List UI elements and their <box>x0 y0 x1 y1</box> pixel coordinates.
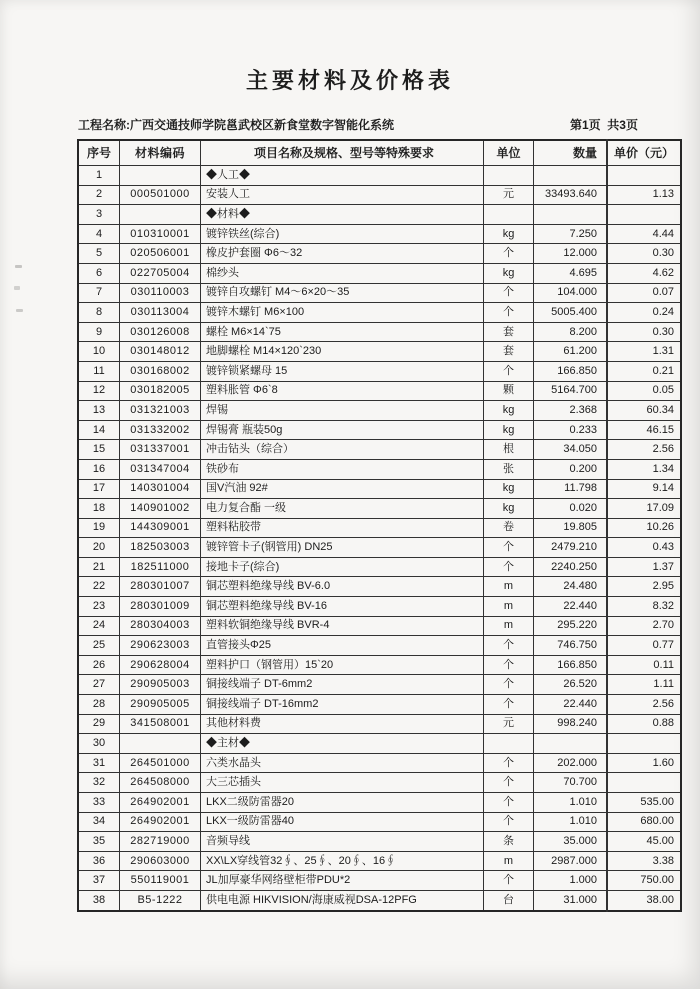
unit-price: 0.30 <box>607 244 681 264</box>
table-row <box>78 773 681 793</box>
unit: 个 <box>484 773 534 793</box>
unit: 个 <box>484 695 534 715</box>
quantity: 166.850 <box>534 655 608 675</box>
material-code: 280304003 <box>120 616 201 636</box>
unit: m <box>484 597 534 617</box>
quantity: 295.220 <box>534 616 608 636</box>
row-number: 5 <box>78 244 120 264</box>
material-code: 030113004 <box>120 303 201 323</box>
unit-price <box>607 734 681 754</box>
table-row <box>78 361 681 381</box>
row-number: 4 <box>78 224 120 244</box>
quantity: 19.805 <box>534 518 608 538</box>
material-code: 280301007 <box>120 577 201 597</box>
item-name: 音频导线 <box>201 832 484 852</box>
unit-price: 1.11 <box>607 675 681 695</box>
unit-price: 46.15 <box>607 420 681 440</box>
material-code: 030110003 <box>120 283 201 303</box>
unit-price: 10.26 <box>607 518 681 538</box>
material-code: 290628004 <box>120 655 201 675</box>
quantity: 5005.400 <box>534 303 608 323</box>
unit-price: 0.21 <box>607 361 681 381</box>
unit: 个 <box>484 538 534 558</box>
quantity: 33493.640 <box>534 185 608 205</box>
unit: 个 <box>484 557 534 577</box>
table-row <box>78 636 681 656</box>
row-number: 36 <box>78 851 120 871</box>
row-number: 6 <box>78 263 120 283</box>
item-name: 镀锌锁紧螺母 15 <box>201 361 484 381</box>
item-name: 直管接头Φ25 <box>201 636 484 656</box>
row-number: 17 <box>78 479 120 499</box>
material-code: 341508001 <box>120 714 201 734</box>
item-name: 塑料软铜绝缘导线 BVR-4 <box>201 616 484 636</box>
row-number: 22 <box>78 577 120 597</box>
unit-price: 1.31 <box>607 342 681 362</box>
unit-price: 1.37 <box>607 557 681 577</box>
quantity: 4.695 <box>534 263 608 283</box>
row-number: 13 <box>78 401 120 421</box>
row-number: 2 <box>78 185 120 205</box>
table-header-row <box>78 140 681 166</box>
column-header-quantity: 数量 <box>534 140 608 166</box>
unit-price: 0.11 <box>607 655 681 675</box>
quantity: 22.440 <box>534 597 608 617</box>
unit <box>484 205 534 225</box>
unit-price: 9.14 <box>607 479 681 499</box>
quantity <box>534 734 608 754</box>
row-number: 1 <box>78 166 120 186</box>
unit: 台 <box>484 890 534 910</box>
table-row <box>78 714 681 734</box>
row-number: 33 <box>78 793 120 813</box>
material-code: 290603000 <box>120 851 201 871</box>
item-name: 镀锌铁丝(综合) <box>201 224 484 244</box>
row-number: 15 <box>78 440 120 460</box>
material-code <box>120 166 201 186</box>
row-number: 19 <box>78 518 120 538</box>
row-number: 27 <box>78 675 120 695</box>
material-code: 140901002 <box>120 499 201 519</box>
table-row <box>78 205 681 225</box>
material-code: 290905005 <box>120 695 201 715</box>
unit <box>484 166 534 186</box>
unit: 卷 <box>484 518 534 538</box>
material-code: 020506001 <box>120 244 201 264</box>
quantity: 202.000 <box>534 753 608 773</box>
row-number: 16 <box>78 459 120 479</box>
item-name: 螺栓 M6×14`75 <box>201 322 484 342</box>
material-code: 182503003 <box>120 538 201 558</box>
quantity: 998.240 <box>534 714 608 734</box>
unit-price <box>607 205 681 225</box>
unit-price: 60.34 <box>607 401 681 421</box>
table-row <box>78 695 681 715</box>
item-name: 大三芯插头 <box>201 773 484 793</box>
quantity: 24.480 <box>534 577 608 597</box>
quantity: 0.020 <box>534 499 608 519</box>
column-header-unit-price: 单价（元） <box>607 140 681 166</box>
material-code: 000501000 <box>120 185 201 205</box>
page-title: 主要材料及价格表 <box>245 68 454 93</box>
unit: 套 <box>484 342 534 362</box>
material-code: 264501000 <box>120 753 201 773</box>
unit: 个 <box>484 361 534 381</box>
unit <box>484 734 534 754</box>
item-name: 橡皮护套圈 Φ6～32 <box>201 244 484 264</box>
item-name: LKX一级防雷器40 <box>201 812 484 832</box>
unit: 个 <box>484 871 534 891</box>
item-name: 六类水晶头 <box>201 753 484 773</box>
unit-price: 2.56 <box>607 440 681 460</box>
item-name: 镀锌管卡子(钢管用) DN25 <box>201 538 484 558</box>
material-code: 022705004 <box>120 263 201 283</box>
material-code: 010310001 <box>120 224 201 244</box>
item-name: 铁砂布 <box>201 459 484 479</box>
scan-artifact <box>14 286 20 290</box>
unit: 个 <box>484 793 534 813</box>
unit-price: 1.34 <box>607 459 681 479</box>
table-row <box>78 851 681 871</box>
quantity: 2479.210 <box>534 538 608 558</box>
quantity: 0.200 <box>534 459 608 479</box>
unit: 个 <box>484 244 534 264</box>
table-row <box>78 577 681 597</box>
table-row <box>78 342 681 362</box>
row-number: 35 <box>78 832 120 852</box>
material-code: 031321003 <box>120 401 201 421</box>
unit-price: 0.05 <box>607 381 681 401</box>
unit: m <box>484 577 534 597</box>
unit: 个 <box>484 753 534 773</box>
quantity <box>534 205 608 225</box>
quantity: 11.798 <box>534 479 608 499</box>
row-number: 25 <box>78 636 120 656</box>
unit: kg <box>484 263 534 283</box>
row-number: 10 <box>78 342 120 362</box>
row-number: 3 <box>78 205 120 225</box>
unit: kg <box>484 401 534 421</box>
table-row <box>78 166 681 186</box>
table-row <box>78 597 681 617</box>
unit: 元 <box>484 185 534 205</box>
unit-price: 45.00 <box>607 832 681 852</box>
quantity: 26.520 <box>534 675 608 695</box>
table-row <box>78 538 681 558</box>
item-name: 安装人工 <box>201 185 484 205</box>
material-code: 031332002 <box>120 420 201 440</box>
table-row <box>78 440 681 460</box>
table-row <box>78 322 681 342</box>
quantity: 2987.000 <box>534 851 608 871</box>
row-number: 37 <box>78 871 120 891</box>
material-code: 264508000 <box>120 773 201 793</box>
item-name: 地脚螺栓 M14×120`230 <box>201 342 484 362</box>
quantity: 8.200 <box>534 322 608 342</box>
quantity: 1.010 <box>534 793 608 813</box>
row-number: 18 <box>78 499 120 519</box>
quantity: 1.010 <box>534 812 608 832</box>
unit-price: 8.32 <box>607 597 681 617</box>
unit: kg <box>484 479 534 499</box>
quantity: 7.250 <box>534 224 608 244</box>
materials-price-table <box>77 139 682 912</box>
unit-price: 750.00 <box>607 871 681 891</box>
unit-price: 0.43 <box>607 538 681 558</box>
unit: kg <box>484 420 534 440</box>
row-number: 23 <box>78 597 120 617</box>
unit-price: 0.77 <box>607 636 681 656</box>
unit: 颗 <box>484 381 534 401</box>
item-name: ◆人工◆ <box>201 166 484 186</box>
unit: 个 <box>484 655 534 675</box>
table-row <box>78 224 681 244</box>
table-row <box>78 753 681 773</box>
row-number: 38 <box>78 890 120 910</box>
scan-artifact <box>15 265 22 268</box>
table-row <box>78 871 681 891</box>
table-row <box>78 459 681 479</box>
item-name: 塑料粘胶带 <box>201 518 484 538</box>
material-code: 030148012 <box>120 342 201 362</box>
item-name: 铜接线端子 DT-6mm2 <box>201 675 484 695</box>
row-number: 26 <box>78 655 120 675</box>
material-code: 030168002 <box>120 361 201 381</box>
item-name: 铜接线端子 DT-16mm2 <box>201 695 484 715</box>
item-name: ◆主材◆ <box>201 734 484 754</box>
row-number: 11 <box>78 361 120 381</box>
item-name: LKX二级防雷器20 <box>201 793 484 813</box>
quantity: 2240.250 <box>534 557 608 577</box>
material-code: B5-1222 <box>120 890 201 910</box>
quantity: 0.233 <box>534 420 608 440</box>
item-name: 电力复合酯 一级 <box>201 499 484 519</box>
page-indicator: 第1页 共3页 <box>569 118 638 132</box>
unit-price: 17.09 <box>607 499 681 519</box>
unit-price: 2.56 <box>607 695 681 715</box>
row-number: 20 <box>78 538 120 558</box>
material-code: 182511000 <box>120 557 201 577</box>
column-header-row-number: 序号 <box>78 140 120 166</box>
quantity: 746.750 <box>534 636 608 656</box>
row-number: 30 <box>78 734 120 754</box>
quantity: 166.850 <box>534 361 608 381</box>
material-code: 282719000 <box>120 832 201 852</box>
material-code <box>120 205 201 225</box>
unit-price: 0.07 <box>607 283 681 303</box>
material-code: 144309001 <box>120 518 201 538</box>
unit: 条 <box>484 832 534 852</box>
table-row <box>78 185 681 205</box>
table-row <box>78 479 681 499</box>
table-row <box>78 890 681 910</box>
unit-price: 2.70 <box>607 616 681 636</box>
table-row <box>78 557 681 577</box>
material-code: 280301009 <box>120 597 201 617</box>
table-row <box>78 734 681 754</box>
unit: 根 <box>484 440 534 460</box>
unit: m <box>484 851 534 871</box>
item-name: 塑料胀管 Φ6`8 <box>201 381 484 401</box>
unit-price: 38.00 <box>607 890 681 910</box>
unit: 张 <box>484 459 534 479</box>
unit-price <box>607 773 681 793</box>
item-name: 塑料护口（钢管用）15`20 <box>201 655 484 675</box>
table-row <box>78 518 681 538</box>
item-name: JL加厚豪华网络壁柜带PDU*2 <box>201 871 484 891</box>
column-header-item-name: 项目名称及规格、型号等特殊要求 <box>201 140 484 166</box>
quantity: 35.000 <box>534 832 608 852</box>
row-number: 8 <box>78 303 120 323</box>
quantity: 2.368 <box>534 401 608 421</box>
item-name: 镀锌木螺钉 M6×100 <box>201 303 484 323</box>
row-number: 9 <box>78 322 120 342</box>
unit-price: 680.00 <box>607 812 681 832</box>
table-row <box>78 812 681 832</box>
item-name: ◆材料◆ <box>201 205 484 225</box>
row-number: 14 <box>78 420 120 440</box>
unit: 元 <box>484 714 534 734</box>
material-code: 140301004 <box>120 479 201 499</box>
quantity <box>534 166 608 186</box>
table-row <box>78 381 681 401</box>
table-row <box>78 263 681 283</box>
row-number: 24 <box>78 616 120 636</box>
item-name: 焊锡 <box>201 401 484 421</box>
scan-artifact <box>16 309 23 312</box>
material-code <box>120 734 201 754</box>
unit: 个 <box>484 675 534 695</box>
unit-price: 3.38 <box>607 851 681 871</box>
unit: kg <box>484 224 534 244</box>
table-row <box>78 420 681 440</box>
material-code: 031347004 <box>120 459 201 479</box>
material-code: 030182005 <box>120 381 201 401</box>
row-number: 21 <box>78 557 120 577</box>
item-name: 冲击钻头（综合） <box>201 440 484 460</box>
table-row <box>78 655 681 675</box>
quantity: 34.050 <box>534 440 608 460</box>
document-meta <box>78 116 638 133</box>
material-code: 031337001 <box>120 440 201 460</box>
unit-price: 1.13 <box>607 185 681 205</box>
unit-price: 535.00 <box>607 793 681 813</box>
table-row <box>78 675 681 695</box>
item-name: XX\LX穿线管32∮、25∮、20∮、16∮ <box>201 851 484 871</box>
item-name: 镀锌自攻螺钉 M4～6×20～35 <box>201 283 484 303</box>
project-name-label: 工程名称:广西交通技师学院邕武校区新食堂数字智能化系统 <box>78 118 394 132</box>
unit: 个 <box>484 303 534 323</box>
unit: kg <box>484 499 534 519</box>
unit: m <box>484 616 534 636</box>
row-number: 31 <box>78 753 120 773</box>
quantity: 31.000 <box>534 890 608 910</box>
row-number: 7 <box>78 283 120 303</box>
quantity: 5164.700 <box>534 381 608 401</box>
quantity: 12.000 <box>534 244 608 264</box>
unit-price: 0.88 <box>607 714 681 734</box>
unit-price: 1.60 <box>607 753 681 773</box>
unit-price: 0.30 <box>607 322 681 342</box>
item-name: 焊锡膏 瓶装50g <box>201 420 484 440</box>
item-name: 其他材料费 <box>201 714 484 734</box>
material-code: 550119001 <box>120 871 201 891</box>
quantity: 1.000 <box>534 871 608 891</box>
quantity: 104.000 <box>534 283 608 303</box>
material-code: 264902001 <box>120 812 201 832</box>
unit-price <box>607 166 681 186</box>
unit: 个 <box>484 636 534 656</box>
quantity: 70.700 <box>534 773 608 793</box>
table-row <box>78 283 681 303</box>
table-row <box>78 303 681 323</box>
column-header-material-code: 材料编码 <box>120 140 201 166</box>
material-code: 290905003 <box>120 675 201 695</box>
table-row <box>78 793 681 813</box>
row-number: 29 <box>78 714 120 734</box>
table-row <box>78 244 681 264</box>
table-row <box>78 832 681 852</box>
item-name: 棉纱头 <box>201 263 484 283</box>
row-number: 12 <box>78 381 120 401</box>
table-row <box>78 401 681 421</box>
row-number: 32 <box>78 773 120 793</box>
unit-price: 4.62 <box>607 263 681 283</box>
item-name: 接地卡子(综合) <box>201 557 484 577</box>
unit-price: 4.44 <box>607 224 681 244</box>
unit: 个 <box>484 283 534 303</box>
unit-price: 2.95 <box>607 577 681 597</box>
unit: 套 <box>484 322 534 342</box>
row-number: 28 <box>78 695 120 715</box>
item-name: 国V汽油 92# <box>201 479 484 499</box>
column-header-unit: 单位 <box>484 140 534 166</box>
unit: 个 <box>484 812 534 832</box>
quantity: 61.200 <box>534 342 608 362</box>
table-row <box>78 616 681 636</box>
item-name: 铜芯塑料绝缘导线 BV-16 <box>201 597 484 617</box>
row-number: 34 <box>78 812 120 832</box>
material-code: 264902001 <box>120 793 201 813</box>
material-code: 030126008 <box>120 322 201 342</box>
item-name: 供电电源 HIKVISION/海康威视DSA-12PFG <box>201 890 484 910</box>
table-row <box>78 499 681 519</box>
item-name: 铜芯塑料绝缘导线 BV-6.0 <box>201 577 484 597</box>
quantity: 22.440 <box>534 695 608 715</box>
unit-price: 0.24 <box>607 303 681 323</box>
material-code: 290623003 <box>120 636 201 656</box>
